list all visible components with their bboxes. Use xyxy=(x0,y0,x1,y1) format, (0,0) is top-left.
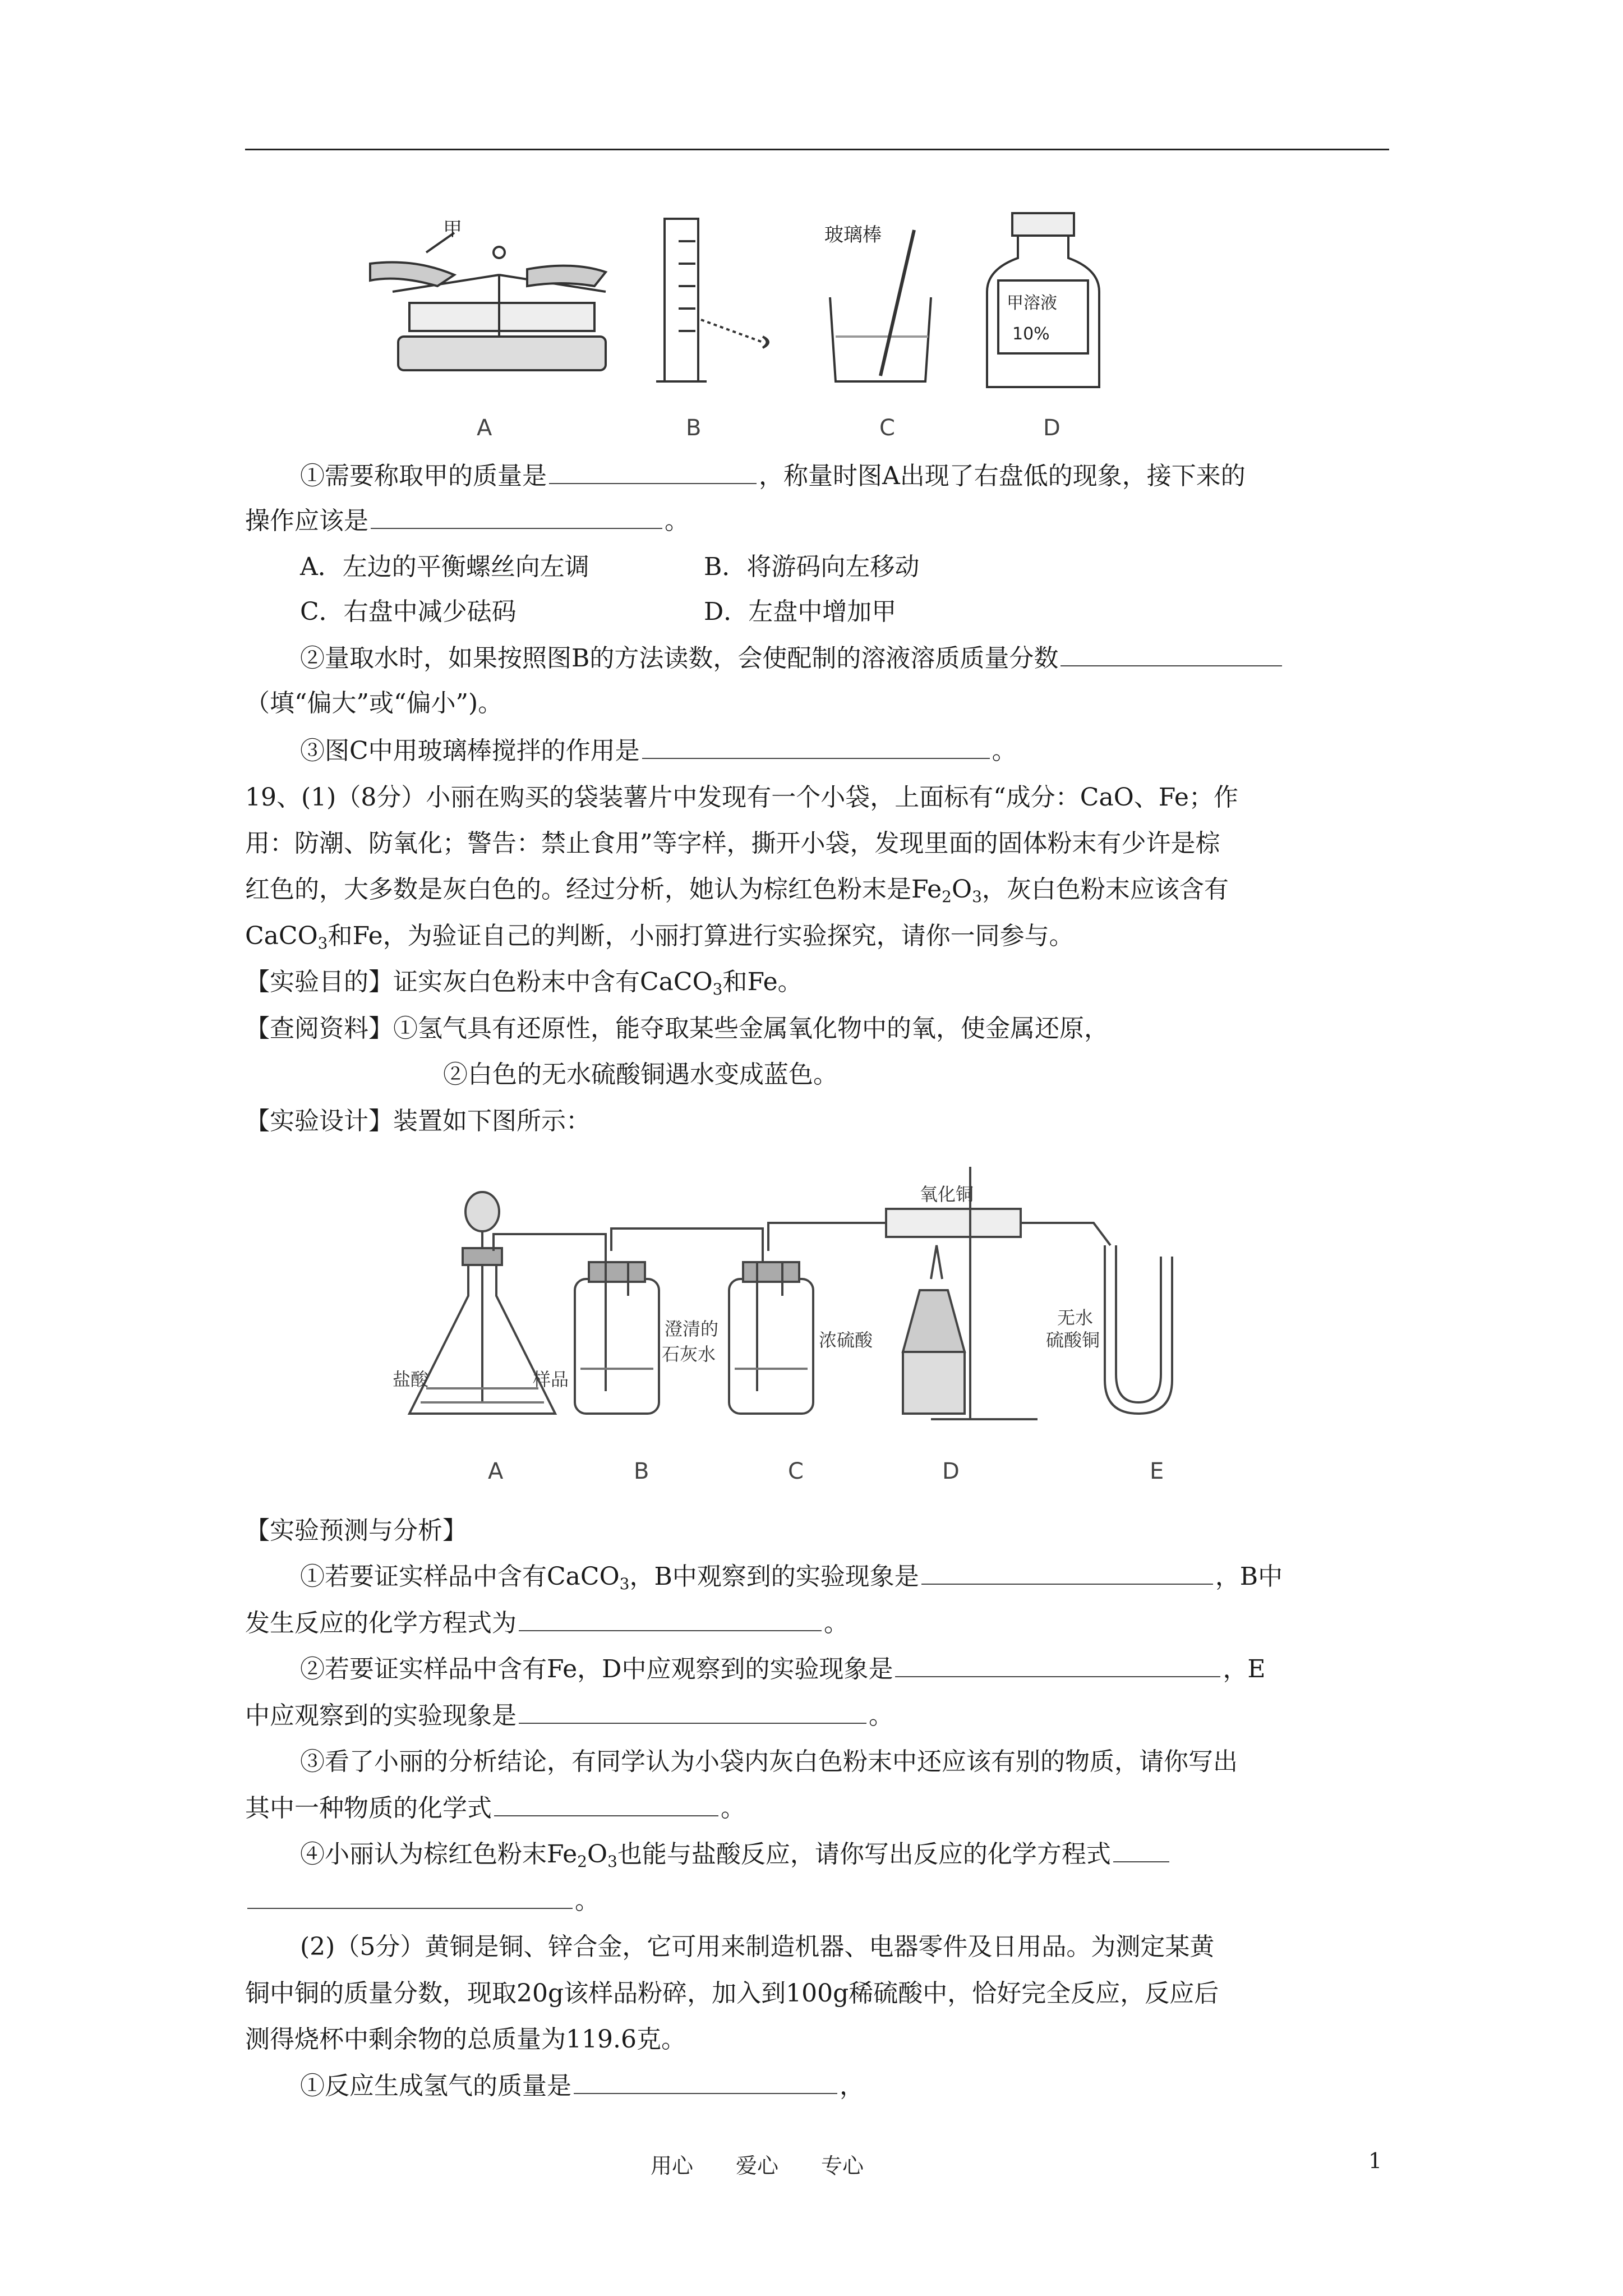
experiment-goal: 【实验目的】证实灰白色粉末中含有CaCO$_3$和Fe。 xyxy=(245,968,803,999)
label-hcl: 盐酸 xyxy=(393,1369,429,1390)
q18-line1: ①需要称取甲的质量是 ，称量时图A出现了右盘低的现象，接下来的 xyxy=(300,462,1246,490)
figure2-label-e: E xyxy=(1150,1458,1164,1484)
analysis-line6: 其中一种物质的化学式 。 xyxy=(245,1794,745,1823)
q18-line7: ③图C中用玻璃棒搅拌的作用是 。 xyxy=(300,737,1017,765)
part2-line3: 测得烧杯中剩余物的总质量为119.6克。 xyxy=(245,2025,686,2054)
analysis-line5: ③看了小丽的分析结论，有同学认为小袋内灰白色粉末中还应该有别的物质，请你写出 xyxy=(300,1747,1238,1776)
figure1-label-d: D xyxy=(1043,415,1061,441)
q18-line5: ②量取水时，如果按照图B的方法读数，会使配制的溶液溶质质量分数 xyxy=(300,642,1284,675)
jia-label: 甲 xyxy=(443,218,462,241)
reference-line1: 【查阅资料】①氢气具有还原性，能夺取某些金属氧化物中的氧，使金属还原， xyxy=(245,1014,1109,1043)
q19-para-line3: 红色的，大多数是灰白色的。经过分析，她认为棕红色粉末是$Fe_2O_3$，灰白色粉末应该含有 xyxy=(245,875,1229,906)
analysis-line7: ④小丽认为棕红色粉末$Fe_2O_3$也能与盐酸反应，请你写出反应的化学方程式 xyxy=(300,1838,1172,1871)
analysis-line4: 中应观察到的实验现象是 。 xyxy=(245,1701,893,1730)
q18-option-c: C．右盘中减少砝码 xyxy=(300,597,517,626)
analysis-line3: ②若要证实样品中含有Fe，D中应观察到的实验现象是 ，E xyxy=(300,1655,1266,1683)
figure2-label-c: C xyxy=(788,1458,804,1484)
analysis-line1: ①若要证实样品中含有CaCO$_3$，B中观察到的实验现象是 ，B中 xyxy=(300,1562,1283,1593)
funnel-bulb xyxy=(465,1192,499,1231)
figure1-label-a: A xyxy=(477,415,492,441)
glass-rod-label: 玻璃棒 xyxy=(824,224,882,246)
figure-apparatus xyxy=(381,1167,1307,1492)
label-limewater-1: 澄清的 xyxy=(665,1318,719,1340)
part2-line1: (2)（5分）黄铜是铜、锌合金，它可用来制造机器、电器零件及日用品。为测定某黄 xyxy=(300,1932,1215,1961)
footer-motto: 用心 爱心 专心 xyxy=(651,2154,864,2178)
q18-line6: （填“偏大”或“偏小”)。 xyxy=(245,689,503,717)
graduated-cylinder-illustration xyxy=(656,219,768,381)
label-sample: 样品 xyxy=(533,1369,569,1390)
figure2-label-a: A xyxy=(488,1458,504,1484)
experiment-design: 【实验设计】装置如下图所示： xyxy=(245,1107,591,1135)
part2-line2: 铜中铜的质量分数，现取20g该样品粉碎，加入到100g稀硫酸中，恰好完全反应，反应后 xyxy=(245,1979,1219,2008)
q18-option-a: A．左边的平衡螺丝向左调 xyxy=(300,553,589,581)
part2-line4: ①反应生成氢气的质量是 ， xyxy=(300,2072,864,2100)
label-conc-sulfuric: 浓硫酸 xyxy=(819,1329,873,1351)
q18-option-d: D．左盘中增加甲 xyxy=(704,597,897,626)
balance-illustration xyxy=(370,233,606,370)
analysis-title: 【实验预测与分析】 xyxy=(245,1516,467,1545)
page-number: 1 xyxy=(1368,2148,1382,2173)
figure1-label-c: C xyxy=(879,415,895,441)
reference-line2: ②白色的无水硫酸铜遇水变成蓝色。 xyxy=(443,1060,838,1089)
figure1-label-b: B xyxy=(686,415,702,441)
analysis-line8: 。 xyxy=(245,1885,600,1917)
q19-para-line1: 19、(1)（8分）小丽在购买的袋装薯片中发现有一个小袋，上面标有“成分：CaO、Fe；作 xyxy=(245,783,1238,812)
label-anhydrous-2: 硫酸铜 xyxy=(1046,1329,1100,1351)
label-anhydrous-1: 无水 xyxy=(1057,1307,1094,1328)
beaker-illustration xyxy=(830,230,931,381)
label-limewater-2: 石灰水 xyxy=(662,1343,716,1365)
q18-option-b: B．将游码向左移动 xyxy=(704,553,920,581)
q19-para-line2: 用：防潮、防氧化；警告：禁止食用”等字样，撕开小袋，发现里面的固体粉末有少许是棕 xyxy=(245,829,1220,858)
figure2-label-b: B xyxy=(634,1458,649,1484)
label-copper-oxide: 氧化铜 xyxy=(920,1184,974,1205)
header-rule xyxy=(245,149,1389,150)
q19-para-line4: CaCO$_3$和Fe，为验证自己的判断，小丽打算进行实验探究，请你一同参与。 xyxy=(245,922,1074,953)
figure-lab-equipment xyxy=(359,208,1110,443)
analysis-line2: 发生反应的化学方程式为 。 xyxy=(245,1609,849,1637)
q18-line2: 操作应该是 。 xyxy=(245,507,689,535)
bottle-label-name: 甲溶液 xyxy=(1007,293,1057,313)
figure2-label-d: D xyxy=(942,1458,960,1484)
bottle-label-percent: 10% xyxy=(1012,324,1050,344)
